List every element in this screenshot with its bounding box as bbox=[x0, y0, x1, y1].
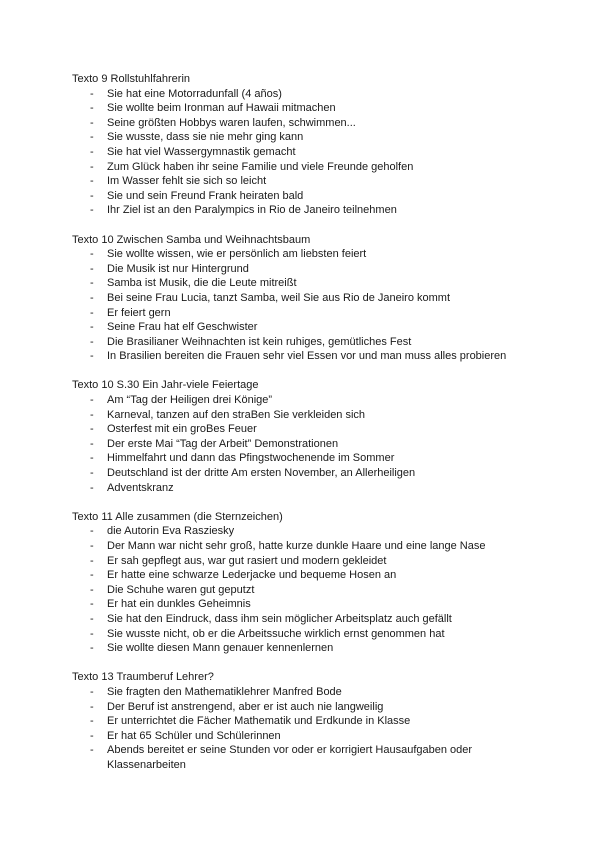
dash-bullet: - bbox=[90, 262, 94, 275]
list-item bbox=[72, 568, 542, 583]
list-item bbox=[72, 583, 542, 598]
dash-bullet: - bbox=[90, 423, 94, 436]
dash-bullet: - bbox=[90, 408, 94, 421]
list-item-text: Zum Glück haben ihr seine Familie und viele Freunde geholfen bbox=[107, 160, 414, 173]
dash-bullet: - bbox=[90, 291, 94, 304]
list-item bbox=[72, 408, 542, 423]
list-item-text: Er unterrichtet die Fächer Mathematik und Erdkunde in Klasse bbox=[107, 715, 411, 728]
list-item-text: Sie und sein Freund Frank heiraten bald bbox=[107, 189, 304, 202]
dash-bullet: - bbox=[90, 627, 94, 640]
list-item bbox=[72, 451, 542, 466]
dash-bullet: - bbox=[90, 715, 94, 728]
list-item-text: Ihr Ziel ist an den Paralympics in Rio de Janeiro teilnehmen bbox=[107, 204, 397, 217]
list-item bbox=[72, 422, 542, 437]
dash-bullet: - bbox=[90, 175, 94, 188]
dash-bullet: - bbox=[90, 145, 94, 158]
dash-bullet: - bbox=[90, 160, 94, 173]
dash-bullet: - bbox=[90, 554, 94, 567]
list-item-text: Abends bereitet er seine Stunden vor oder er korrigiert Hausaufgaben oder Klassenarbeiten bbox=[107, 744, 473, 771]
list-item-text: Seine größten Hobbys waren laufen, schwimmen... bbox=[107, 116, 356, 129]
list-item bbox=[72, 320, 542, 335]
list-item-text: Bei seine Frau Lucia, tanzt Samba, weil Sie aus Rio de Janeiro kommt bbox=[107, 291, 450, 304]
list-item bbox=[72, 597, 542, 612]
list-item bbox=[72, 203, 542, 218]
dash-bullet: - bbox=[90, 277, 94, 290]
list-item bbox=[72, 466, 542, 481]
list-item-text: Himmelfahrt und dann das Pfingstwochenende im Sommer bbox=[107, 452, 395, 465]
list-item bbox=[72, 700, 542, 715]
list-item-text: Sie hat eine Motorradunfall (4 años) bbox=[107, 87, 282, 100]
list-item bbox=[72, 247, 542, 262]
list-item bbox=[72, 393, 542, 408]
dash-bullet: - bbox=[90, 540, 94, 552]
dash-bullet: - bbox=[90, 685, 94, 698]
list-item bbox=[72, 524, 542, 539]
list-item-text: Die Brasilianer Weihnachten ist kein ruhiges, gemütliches Fest bbox=[107, 335, 412, 348]
section-title: Texto 9 Rollstuhlfahrerin bbox=[72, 73, 191, 85]
list-item-text: Sie hat viel Wassergymnastik gemacht bbox=[107, 145, 296, 158]
list-item-text: Osterfest mit ein groBes Feuer bbox=[107, 423, 257, 436]
list-item-text: Er feiert gern bbox=[107, 306, 171, 319]
dash-bullet: - bbox=[90, 700, 94, 713]
list-item-text: Samba ist Musik, die die Leute mitreißt bbox=[107, 277, 297, 290]
list-item bbox=[72, 174, 542, 189]
list-item-text: Adventskranz bbox=[107, 481, 174, 494]
section-title: Texto 11 Alle zusammen (die Sternzeichen) bbox=[72, 510, 283, 523]
dash-bullet: - bbox=[90, 744, 94, 757]
dash-bullet: - bbox=[90, 204, 94, 217]
list-item bbox=[72, 481, 542, 496]
list-item-text: Deutschland ist der dritte Am ersten November, an Allerheiligen bbox=[107, 467, 416, 480]
list-item bbox=[72, 349, 542, 364]
list-item-text: Sie wollte beim Ironman auf Hawaii mitmachen bbox=[107, 102, 336, 115]
list-item-text: Sie wusste, dass sie nie mehr ging kann bbox=[107, 131, 304, 144]
list-item bbox=[72, 729, 542, 744]
section-title: Texto 13 Traumberuf Lehrer? bbox=[72, 671, 214, 684]
list-item bbox=[72, 116, 542, 131]
list-item bbox=[72, 306, 542, 321]
list-item-text: Seine Frau hat elf Geschwister bbox=[107, 321, 258, 334]
section-title: Texto 10 S.30 Ein Jahr-viele Feiertage bbox=[72, 379, 259, 392]
dash-bullet: - bbox=[90, 131, 94, 144]
list-item bbox=[72, 335, 542, 350]
dash-bullet: - bbox=[90, 350, 94, 363]
list-item-text: Die Musik ist nur Hintergrund bbox=[107, 262, 249, 275]
list-item-text: Der Beruf ist anstrengend, aber er ist auch nie langweilig bbox=[107, 700, 384, 713]
section-title: Texto 10 Zwischen Samba und Weihnachtsbaum bbox=[72, 233, 311, 246]
dash-bullet: - bbox=[90, 467, 94, 480]
list-item-text: In Brasilien bereiten die Frauen sehr viel Essen vor und man muss alles probieren bbox=[107, 350, 507, 363]
list-item-text: Sie hat den Eindruck, dass ihm sein möglicher Arbeitsplatz auch gefällt bbox=[107, 612, 452, 625]
dash-bullet: - bbox=[90, 248, 94, 261]
section-texto-10 bbox=[72, 233, 542, 364]
section-texto-11 bbox=[72, 510, 542, 656]
section-texto-10-s30 bbox=[72, 378, 542, 495]
dash-bullet: - bbox=[90, 569, 94, 582]
list-item bbox=[72, 685, 542, 700]
list-item-text: Er hat ein dunkles Geheimnis bbox=[107, 598, 251, 611]
dash-bullet: - bbox=[90, 116, 94, 129]
dash-bullet: - bbox=[90, 394, 94, 407]
dash-bullet: - bbox=[90, 481, 94, 494]
dash-bullet: - bbox=[90, 189, 94, 202]
dash-bullet: - bbox=[90, 321, 94, 334]
list-item-text: Sie wusste nicht, ob er die Arbeitssuche wirklich ernst genommen hat bbox=[107, 627, 445, 640]
list-item bbox=[72, 612, 542, 627]
dash-bullet: - bbox=[90, 306, 94, 319]
bullet-list bbox=[72, 87, 542, 218]
dash-bullet: - bbox=[90, 437, 94, 450]
dash-bullet: - bbox=[90, 102, 94, 115]
list-item bbox=[72, 145, 542, 160]
dash-bullet: - bbox=[90, 87, 94, 100]
bullet-list bbox=[72, 524, 542, 655]
list-item bbox=[72, 160, 542, 175]
list-item bbox=[72, 87, 542, 102]
list-item-text: Karneval, tanzen auf den straBen Sie verkleiden sich bbox=[107, 408, 366, 421]
section-texto-13 bbox=[72, 670, 542, 772]
dash-bullet: - bbox=[90, 598, 94, 611]
list-item-text: die Autorin Eva Rasziesky bbox=[107, 525, 235, 538]
list-item-text: Im Wasser fehlt sie sich so leicht bbox=[107, 175, 267, 188]
dash-bullet: - bbox=[90, 525, 94, 538]
list-item bbox=[72, 276, 542, 291]
list-item bbox=[72, 554, 542, 569]
bullet-list bbox=[72, 393, 542, 495]
dash-bullet: - bbox=[90, 583, 94, 596]
bullet-list bbox=[72, 685, 542, 773]
dash-bullet: - bbox=[90, 729, 94, 742]
list-item bbox=[72, 130, 542, 145]
dash-bullet: - bbox=[90, 642, 94, 655]
list-item-text: Die Schuhe waren gut geputzt bbox=[107, 583, 255, 596]
list-item-text: Sie fragten den Mathematiklehrer Manfred Bode bbox=[107, 685, 342, 698]
list-item bbox=[72, 539, 542, 554]
list-item-text: Der erste Mai “Tag der Arbeit” Demonstrationen bbox=[107, 437, 339, 450]
list-item bbox=[72, 714, 542, 729]
list-item bbox=[72, 262, 542, 277]
list-item-text: Sie wollte wissen, wie er persönlich am liebsten feiert bbox=[107, 248, 367, 261]
dash-bullet: - bbox=[90, 612, 94, 625]
list-item bbox=[72, 291, 542, 306]
list-item-text: Er sah gepflegt aus, war gut rasiert und modern gekleidet bbox=[107, 554, 387, 567]
bullet-list bbox=[72, 247, 542, 364]
list-item bbox=[72, 189, 542, 204]
list-item-text: Am “Tag der Heiligen drei Könige” bbox=[107, 394, 273, 407]
dash-bullet: - bbox=[90, 335, 94, 348]
list-item bbox=[72, 627, 542, 642]
dash-bullet: - bbox=[90, 452, 94, 465]
list-item-text: Er hat 65 Schüler und Schülerinnen bbox=[107, 729, 281, 742]
list-item-text: Er hatte eine schwarze Lederjacke und bequeme Hosen an bbox=[107, 569, 397, 582]
list-item bbox=[72, 101, 542, 116]
list-item-text: Sie wollte diesen Mann genauer kennenlernen bbox=[107, 642, 334, 655]
section-texto-9 bbox=[72, 72, 542, 218]
list-item bbox=[72, 743, 542, 772]
document-page bbox=[72, 72, 542, 787]
list-item bbox=[72, 437, 542, 452]
list-item bbox=[72, 641, 542, 656]
list-item-text: Der Mann war nicht sehr groß, hatte kurze dunkle Haare und eine lange Nase bbox=[107, 540, 486, 552]
